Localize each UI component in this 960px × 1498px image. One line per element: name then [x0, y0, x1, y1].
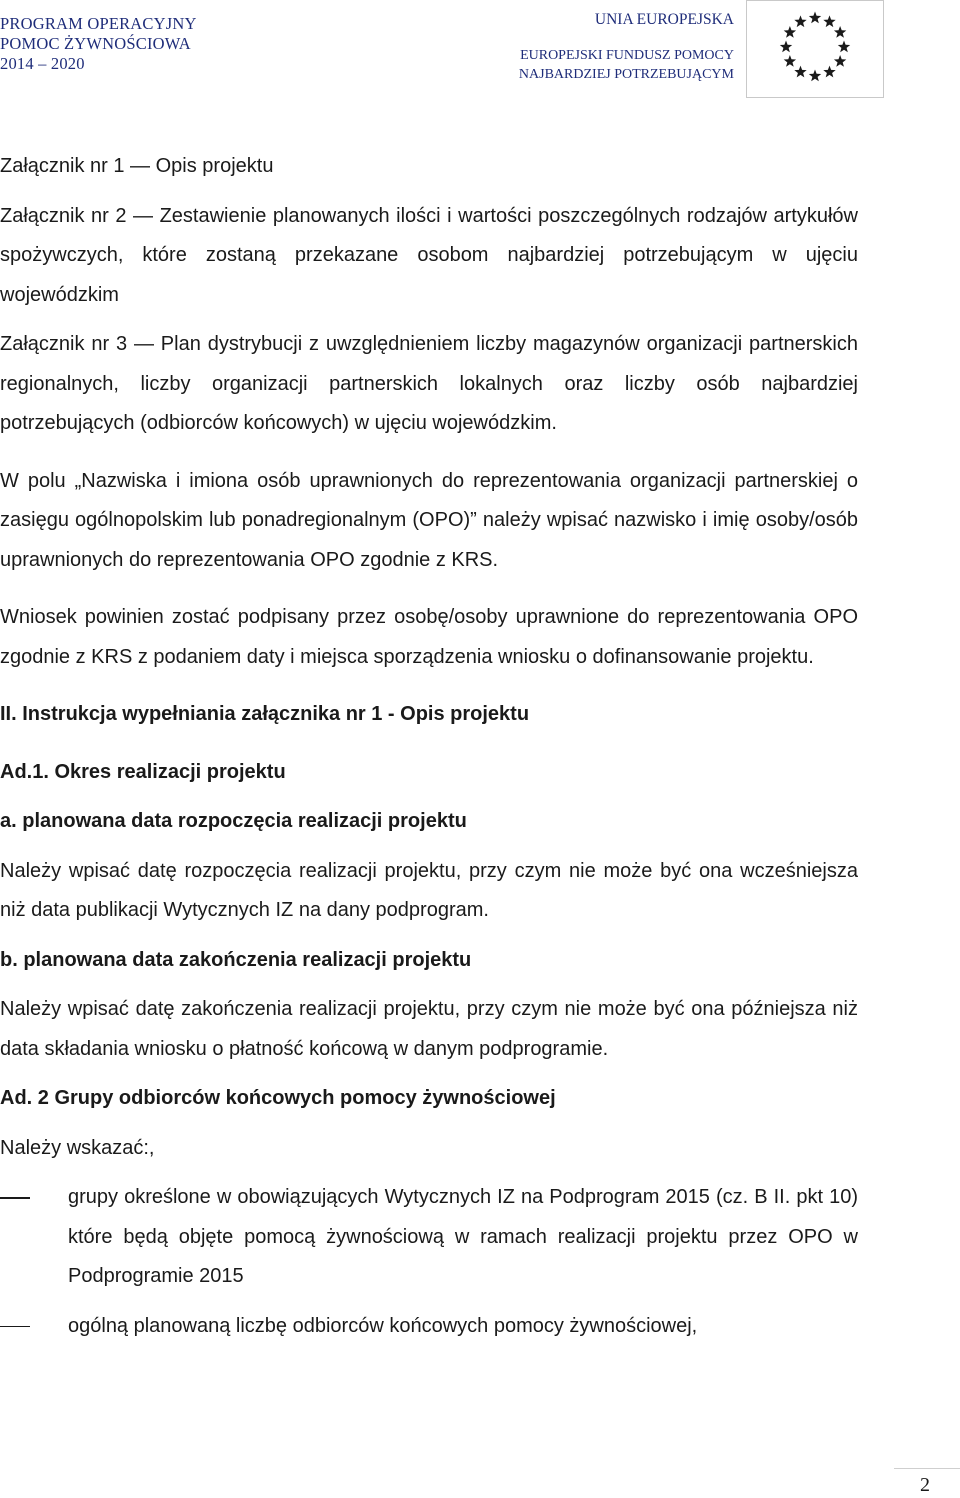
subsection-heading: b. planowana data zakończenia realizacji projektu	[0, 948, 472, 971]
fund-name-line: EUROPEJSKI FUNDUSZ POMOCY	[520, 48, 734, 63]
program-title-line: POMOC ŻYWNOŚCIOWA	[0, 34, 191, 53]
subsection-heading: Ad.1. Okres realizacji projektu	[0, 760, 286, 783]
end-date-paragraph: Należy wpisać datę zakończenia realizacji projektu, przy czym nie może być ona późniejsza niż data składania wniosku o płatność końcową w danym podprogramie.	[0, 998, 858, 1060]
eu-name: UNIA EUROPEJSKA	[594, 11, 734, 28]
page-number-rule	[894, 1468, 960, 1469]
dash-bullet-icon	[0, 1326, 30, 1328]
program-period: 2014 – 2020	[0, 54, 85, 73]
document-header	[0, 0, 960, 100]
eu-star-icon	[809, 70, 821, 82]
eu-star-icon	[823, 66, 835, 78]
fund-name-line: NAJBARDZIEJ POTRZEBUJĄCYM	[518, 67, 734, 82]
names-field-paragraph: W polu „Nazwiska i imiona osób uprawnionych do reprezentowania organizacji partnerskiej o zasięgu ogólnopolskim lub ponadregionalnym (OPO)” należy wpisać nazwisko i imię osoby/osób uprawnionych do reprezentowania OPO zgodnie z KRS.	[0, 469, 858, 571]
list-item-text: grupy określone w obowiązujących Wytycznych IZ na Podprogram 2015 (cz. B II. pkt 10) które będą objęte pomocą żywnościową w ramach realizacji projektu przez OPO w Podprogramie 2015	[68, 1186, 858, 1287]
page-number: 2	[920, 1474, 930, 1496]
attachment-2-paragraph: Załącznik nr 2 ― Zestawienie planowanych ilości i wartości poszczególnych rodzajów artykułów spożywczych, które zostaną przekazane osobom najbardziej potrzebującym w ujęciu wojewódzkim	[0, 204, 858, 306]
dash-bullet-icon	[0, 1197, 30, 1199]
attachment-3-paragraph: Załącznik nr 3 ― Plan dystrybucji z uwzględnieniem liczby magazynów organizacji partnerskich regionalnych, liczby organizacji partnerskich lokalnych oraz liczby osób najbardziej potrzebujących (odbiorców końcowych) w ujęciu wojewódzkim.	[0, 333, 858, 434]
section-heading: II. Instrukcja wypełniania załącznika nr 1 - Opis projektu	[0, 703, 530, 725]
eu-flag-icon	[746, 0, 884, 98]
list-item-text: ogólną planowaną liczbę odbiorców końcowych pomocy żywnościowej,	[68, 1314, 698, 1337]
eu-star-icon	[834, 55, 846, 67]
eu-star-icon	[823, 15, 835, 27]
list-item	[0, 1178, 858, 1297]
subsection-heading: a. planowana data rozpoczęcia realizacji projektu	[0, 810, 467, 832]
eu-star-icon	[780, 41, 792, 53]
eu-star-icon	[794, 15, 806, 27]
attachment-1-line: Załącznik nr 1 ― Opis projektu	[0, 155, 274, 177]
section-heading: Ad. 2 Grupy odbiorców końcowych pomocy żywnościowej	[0, 1087, 556, 1109]
eu-star-icon	[784, 55, 796, 67]
list-item	[0, 1307, 858, 1347]
eu-star-icon	[834, 26, 846, 38]
eu-star-icon	[838, 41, 850, 53]
program-title	[0, 14, 197, 74]
program-title-line: PROGRAM OPERACYJNY	[0, 14, 197, 33]
eu-star-icon	[794, 66, 806, 78]
signature-paragraph: Wniosek powinien zostać podpisany przez osobę/osoby uprawnione do reprezentowania OPO zgodnie z KRS z podaniem daty i miejsca sporządzenia wniosku o dofinansowanie projektu.	[0, 606, 858, 668]
instruction-line: Należy wskazać:,	[0, 1136, 155, 1159]
eu-fund-title	[519, 10, 734, 84]
document-body	[0, 147, 858, 1346]
eu-star-icon	[784, 26, 796, 38]
eu-star-icon	[809, 12, 821, 24]
start-date-paragraph: Należy wpisać datę rozpoczęcia realizacji projektu, przy czym nie może być ona wcześniejsza niż data publikacji Wytycznych IZ na dany podprogram.	[0, 859, 858, 921]
